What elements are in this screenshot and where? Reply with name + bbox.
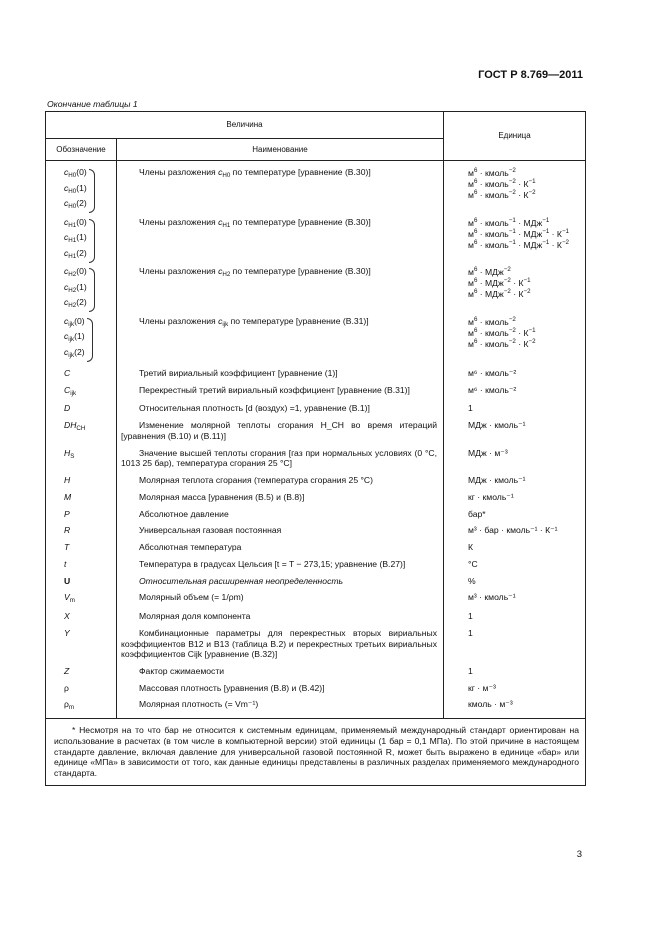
brace-icon bbox=[87, 318, 93, 362]
subscript: m bbox=[68, 704, 75, 712]
symbol-var: c bbox=[64, 182, 69, 193]
table-row bbox=[46, 313, 586, 363]
symbol-cell bbox=[46, 586, 117, 605]
table-row bbox=[46, 397, 586, 414]
unit-cell: МДж · кмоль⁻¹ bbox=[444, 414, 586, 441]
symbol-cell bbox=[46, 397, 117, 414]
unit-cell: 1 bbox=[444, 660, 586, 677]
unit-cell: кг · м⁻³ bbox=[444, 677, 586, 694]
symbol-cell bbox=[46, 660, 117, 677]
name-cell: Абсолютное давление bbox=[117, 503, 444, 520]
subscript: H2 bbox=[222, 271, 231, 278]
subscript: CH bbox=[76, 425, 86, 433]
header-unit: Единица bbox=[444, 112, 586, 161]
unit-cell: °С bbox=[444, 553, 586, 570]
name-cell: Фактор сжимаемости bbox=[117, 660, 444, 677]
superscript: −2 bbox=[528, 189, 536, 196]
table-row bbox=[46, 442, 586, 469]
name-var: c bbox=[218, 266, 223, 276]
symbol-group bbox=[64, 316, 85, 363]
unit-cell bbox=[444, 214, 586, 264]
symbol-var: c bbox=[64, 232, 69, 242]
symbol-var: c bbox=[64, 167, 69, 177]
name-var: c bbox=[218, 167, 223, 177]
superscript: −1 bbox=[508, 238, 516, 246]
subscript: H0 bbox=[68, 203, 77, 210]
unit-line: $м^6$ · кмоль$^{-1}$ · МДж$^{-1}$ bbox=[468, 216, 550, 228]
superscript: −1 bbox=[528, 326, 536, 334]
table-row bbox=[46, 362, 586, 379]
table-footnote: * Несмотря на то что бар не относится к системным единицам, применяемый международный стандарт ориентирован на использование в расчетах (в том числе в компьютерной версии) этой единицы (1 бар = 0,1 МПа). По этой причине в настоящем стандарте давление, включая давление для универсальной газовой постоянной R, может быть выражено в единице «бар» или единице «МПа» в зависимости от того, как данные единицы представлены в различных разделах применяемого международного стандарта. bbox=[46, 719, 586, 786]
symbol: $c_{ijk}(2)$ bbox=[64, 346, 85, 359]
table-row bbox=[46, 677, 586, 694]
superscript: 6 bbox=[473, 337, 478, 345]
unit-cell: % bbox=[444, 570, 586, 587]
subscript: H2 bbox=[68, 302, 77, 309]
symbol-var: C bbox=[64, 368, 71, 378]
unit-cell bbox=[444, 161, 586, 214]
unit-cell: м⁶ · кмоль⁻² bbox=[444, 379, 586, 398]
superscript: −1 bbox=[508, 216, 516, 224]
symbol-var: ρ bbox=[64, 699, 69, 710]
subscript: ijk bbox=[68, 351, 75, 359]
table-row bbox=[46, 263, 586, 313]
superscript: −2 bbox=[508, 178, 516, 185]
unit-line: $м^6 \cdot МДж^{-2}$ bbox=[468, 266, 511, 277]
symbol-var: T bbox=[64, 542, 70, 553]
symbol-var: c bbox=[64, 266, 69, 276]
unit-cell bbox=[444, 263, 586, 313]
brace-icon bbox=[89, 169, 95, 213]
name-var: c bbox=[218, 216, 223, 227]
unit-cell: К bbox=[444, 536, 586, 553]
superscript: −2 bbox=[508, 315, 516, 323]
symbol-cell bbox=[46, 486, 117, 503]
table-row bbox=[46, 622, 586, 660]
symbol-cell bbox=[46, 161, 117, 214]
symbol-var: C bbox=[64, 384, 71, 395]
table-row bbox=[46, 570, 586, 587]
name-cell: Третий вириальный коэффициент [уравнение (1)] bbox=[117, 362, 444, 379]
symbol-var: c bbox=[64, 216, 69, 227]
unit-cell: м⁶ · кмоль⁻² bbox=[444, 362, 586, 379]
table-row bbox=[46, 379, 586, 398]
subscript: ijk bbox=[70, 389, 77, 397]
unit-cell: м³ · бар · кмоль⁻¹ · К⁻¹ bbox=[444, 519, 586, 536]
symbol: $c_{ijk}(1)$ bbox=[64, 331, 85, 343]
unit-cell: бар* bbox=[444, 503, 586, 520]
symbol-var: X bbox=[64, 611, 70, 622]
table-row bbox=[46, 214, 586, 264]
symbol-cell bbox=[46, 442, 117, 469]
symbol-var: DH bbox=[64, 420, 77, 431]
superscript: −1 bbox=[542, 227, 550, 235]
name-cell: Члены разложения $c_{ijk}$ по температуре [уравнение (В.31)] bbox=[117, 313, 444, 363]
name-cell: Температура в градусах Цельсия [t = T − 273,15; уравнение (В.27)] bbox=[117, 553, 444, 570]
name-cell: Относительная плотность [d (воздух) =1, уравнение (В.1)] bbox=[117, 397, 444, 414]
symbol-var: D bbox=[64, 403, 71, 414]
name-var: c bbox=[218, 315, 223, 326]
superscript: −1 bbox=[542, 216, 550, 224]
subscript: ijk bbox=[222, 320, 229, 328]
symbol-var: P bbox=[64, 508, 70, 519]
name-cell: Изменение молярной теплоты сгорания H_CH во время итераций [уравнения (В.10) и (В.11)] bbox=[117, 414, 444, 441]
symbol: $c_{H1}(2)$ bbox=[64, 247, 87, 260]
header-name: Наименование bbox=[117, 139, 444, 161]
symbol-var: U bbox=[64, 575, 71, 586]
superscript: −2 bbox=[561, 238, 569, 246]
unit-line: $м^6 \cdot МДж^{-2} \cdot К^{-2}$ bbox=[468, 288, 531, 299]
name-cell: Комбинационные параметры для перекрестных вторых вириальных коэффициентов B12 и B13 (таблица В.2) и перекрестных третьих вириальных коэффициентов Cijk [уравнение (В.32)] bbox=[117, 622, 444, 660]
superscript: −2 bbox=[508, 167, 516, 174]
symbol: $c_{ijk}(0)$ bbox=[64, 315, 85, 328]
symbol: $c_{H0}(0)$ bbox=[64, 167, 87, 179]
subscript: H0 bbox=[68, 187, 77, 195]
unit-line: $м^6$ · кмоль$^{-2}$ · $К^{-1}$ bbox=[468, 178, 536, 189]
table-row bbox=[46, 605, 586, 622]
table-row bbox=[46, 414, 586, 441]
table-row bbox=[46, 519, 586, 536]
symbol-group bbox=[64, 266, 87, 313]
symbol-cell bbox=[46, 503, 117, 520]
superscript: −1 bbox=[523, 277, 531, 284]
symbol-var: R bbox=[64, 525, 71, 536]
superscript: −2 bbox=[528, 337, 536, 345]
symbol-var: c bbox=[64, 346, 69, 357]
subscript: H2 bbox=[68, 271, 77, 278]
symbol-var: c bbox=[64, 247, 69, 258]
table-row bbox=[46, 693, 586, 718]
superscript: −2 bbox=[503, 288, 511, 295]
symbol-cell bbox=[46, 379, 117, 398]
superscript: −2 bbox=[508, 326, 516, 334]
symbol-cell bbox=[46, 214, 117, 264]
superscript: 6 bbox=[473, 238, 478, 246]
unit-line: $м^6$ · кмоль$^{-1}$ · $МДж^{-1} \cdot К^{-1}$ bbox=[468, 227, 569, 239]
table-row bbox=[46, 553, 586, 570]
superscript: 6 bbox=[473, 167, 478, 174]
subscript: m bbox=[69, 597, 75, 605]
symbol: $c_{H1}(0)$ bbox=[64, 216, 87, 229]
symbol: $c_{H0}(2)$ bbox=[64, 198, 87, 210]
symbol-group bbox=[64, 167, 87, 214]
table-caption: Окончание таблицы 1 bbox=[47, 99, 138, 109]
superscript: 6 bbox=[473, 178, 478, 185]
subscript: H1 bbox=[68, 252, 77, 260]
name-cell: Абсолютная температура bbox=[117, 536, 444, 553]
symbol-var: t bbox=[64, 558, 67, 569]
unit-line: $м^6$ · кмоль$^{-2}$ · $К^{-2}$ bbox=[468, 189, 536, 200]
brace-icon bbox=[89, 268, 95, 312]
superscript: −2 bbox=[503, 277, 511, 284]
symbol: $c_{H0}(1)$ bbox=[64, 182, 87, 195]
unit-line: $м^6$ · кмоль$^{-2}$ bbox=[468, 167, 516, 178]
unit-line: $м^6$ · кмоль$^{-2}$ · $К^{-2}$ bbox=[468, 337, 536, 349]
subscript: ijk bbox=[68, 320, 75, 328]
symbol-cell bbox=[46, 570, 117, 587]
symbol-cell bbox=[46, 263, 117, 313]
unit-cell: МДж · м⁻³ bbox=[444, 442, 586, 469]
symbol-var: M bbox=[64, 491, 72, 502]
superscript: −2 bbox=[503, 266, 511, 273]
unit-cell: 1 bbox=[444, 605, 586, 622]
name-cell: Перекрестный третий вириальный коэффициент [уравнение (В.31)] bbox=[117, 379, 444, 398]
superscript: −2 bbox=[508, 189, 516, 196]
name-cell: Массовая плотность [уравнения (В.8) и (В.42)] bbox=[117, 677, 444, 694]
symbol: $c_{H2}(1)$ bbox=[64, 281, 87, 294]
table-row bbox=[46, 503, 586, 520]
superscript: −1 bbox=[508, 227, 516, 235]
symbol-cell bbox=[46, 469, 117, 486]
table-row bbox=[46, 586, 586, 605]
symbol-var: Z bbox=[64, 665, 70, 676]
subscript: H1 bbox=[222, 221, 231, 229]
document-header: ГОСТ Р 8.769—2011 bbox=[478, 69, 583, 81]
superscript: −1 bbox=[561, 227, 569, 235]
superscript: −1 bbox=[528, 178, 536, 185]
name-cell: Универсальная газовая постоянная bbox=[117, 519, 444, 536]
name-cell: Молярная масса [уравнения (В.5) и (В.8)] bbox=[117, 486, 444, 503]
superscript: 6 bbox=[473, 189, 478, 196]
symbol-cell bbox=[46, 677, 117, 694]
table-row bbox=[46, 536, 586, 553]
superscript: 6 bbox=[473, 326, 478, 334]
superscript: −2 bbox=[508, 337, 516, 345]
unit-cell: кмоль · м⁻³ bbox=[444, 693, 586, 718]
unit-cell: м³ · кмоль⁻¹ bbox=[444, 586, 586, 605]
unit-line: $м^6 \cdot МДж^{-2} \cdot К^{-1}$ bbox=[468, 277, 531, 288]
symbol-var: c bbox=[64, 315, 69, 326]
symbol-cell bbox=[46, 622, 117, 660]
unit-line: $м^6$ · кмоль$^{-2}$ bbox=[468, 315, 516, 327]
subscript: H0 bbox=[68, 172, 77, 179]
superscript: 6 bbox=[473, 227, 478, 235]
superscript: −1 bbox=[542, 238, 550, 246]
table-row bbox=[46, 660, 586, 677]
symbol-cell bbox=[46, 313, 117, 363]
subscript: H0 bbox=[222, 172, 231, 179]
symbol: $c_{H1}(1)$ bbox=[64, 232, 87, 244]
subscript: H1 bbox=[68, 237, 77, 244]
name-cell: Члены разложения $c_{H1}$ по температуре [уравнение (В.30)] bbox=[117, 214, 444, 264]
subscript: H2 bbox=[68, 286, 77, 294]
symbol-cell bbox=[46, 362, 117, 379]
unit-line: $м^6$ · кмоль$^{-1}$ · $МДж^{-1} \cdot К^{-2}$ bbox=[468, 238, 569, 250]
symbol-cell bbox=[46, 605, 117, 622]
unit-cell: МДж · кмоль⁻¹ bbox=[444, 469, 586, 486]
unit-cell: 1 bbox=[444, 397, 586, 414]
name-cell: Молярная доля компонента bbox=[117, 605, 444, 622]
name-cell: Относительная расширенная неопределенность bbox=[117, 570, 444, 587]
symbol-var: c bbox=[64, 281, 69, 292]
superscript: 6 bbox=[473, 277, 478, 284]
symbol-var: V bbox=[64, 592, 70, 603]
symbol-cell bbox=[46, 536, 117, 553]
superscript: 6 bbox=[473, 266, 478, 273]
name-cell: Члены разложения $c_{H0}$ по температуре [уравнение (В.30)] bbox=[117, 161, 444, 214]
name-cell: Молярная теплота сгорания (температура сгорания 25 °С) bbox=[117, 469, 444, 486]
subscript: ijk bbox=[68, 336, 75, 343]
brace-icon bbox=[89, 219, 95, 263]
symbol-cell bbox=[46, 414, 117, 441]
table-row bbox=[46, 161, 586, 214]
superscript: −2 bbox=[523, 288, 531, 295]
symbol-cell bbox=[46, 553, 117, 570]
unit-cell: кг · кмоль⁻¹ bbox=[444, 486, 586, 503]
symbol-var: H bbox=[64, 475, 71, 486]
superscript: 6 bbox=[473, 216, 478, 224]
unit-cell: 1 bbox=[444, 622, 586, 660]
name-cell: Члены разложения $c_{H2}$ по температуре [уравнение (В.30)] bbox=[117, 263, 444, 313]
symbol-var: ρ bbox=[64, 682, 69, 693]
header-quantity: Величина bbox=[46, 112, 444, 139]
symbol-var: H bbox=[64, 447, 71, 458]
symbol-var: c bbox=[64, 297, 69, 307]
name-cell: Молярная плотность (= Vm⁻¹) bbox=[117, 693, 444, 718]
name-cell: Молярный объем (= 1/ρm) bbox=[117, 586, 444, 605]
symbol: $c_{H2}(2)$ bbox=[64, 297, 87, 309]
symbol-cell bbox=[46, 519, 117, 536]
superscript: 6 bbox=[473, 315, 478, 323]
symbols-table bbox=[45, 111, 586, 786]
subscript: H1 bbox=[68, 221, 77, 229]
table-row bbox=[46, 486, 586, 503]
symbol: $c_{H2}(0)$ bbox=[64, 266, 87, 278]
symbol-var: c bbox=[64, 198, 69, 208]
unit-line: $м^6$ · кмоль$^{-2}$ · $К^{-1}$ bbox=[468, 326, 536, 338]
header-symbol: Обозначение bbox=[46, 139, 117, 161]
symbol-var: c bbox=[64, 331, 69, 341]
page-number: 3 bbox=[576, 849, 582, 860]
table-row bbox=[46, 469, 586, 486]
symbol-var: Y bbox=[64, 627, 70, 638]
name-cell: Значение высшей теплоты сгорания [газ при нормальных условиях (0 °С, 1013 25 бар), температура сгорания 25 °С] bbox=[117, 442, 444, 469]
subscript: S bbox=[70, 452, 75, 460]
symbol-group bbox=[64, 217, 87, 264]
unit-cell bbox=[444, 313, 586, 363]
symbol-cell bbox=[46, 693, 117, 718]
table-body bbox=[46, 161, 586, 719]
superscript: 6 bbox=[473, 288, 478, 295]
